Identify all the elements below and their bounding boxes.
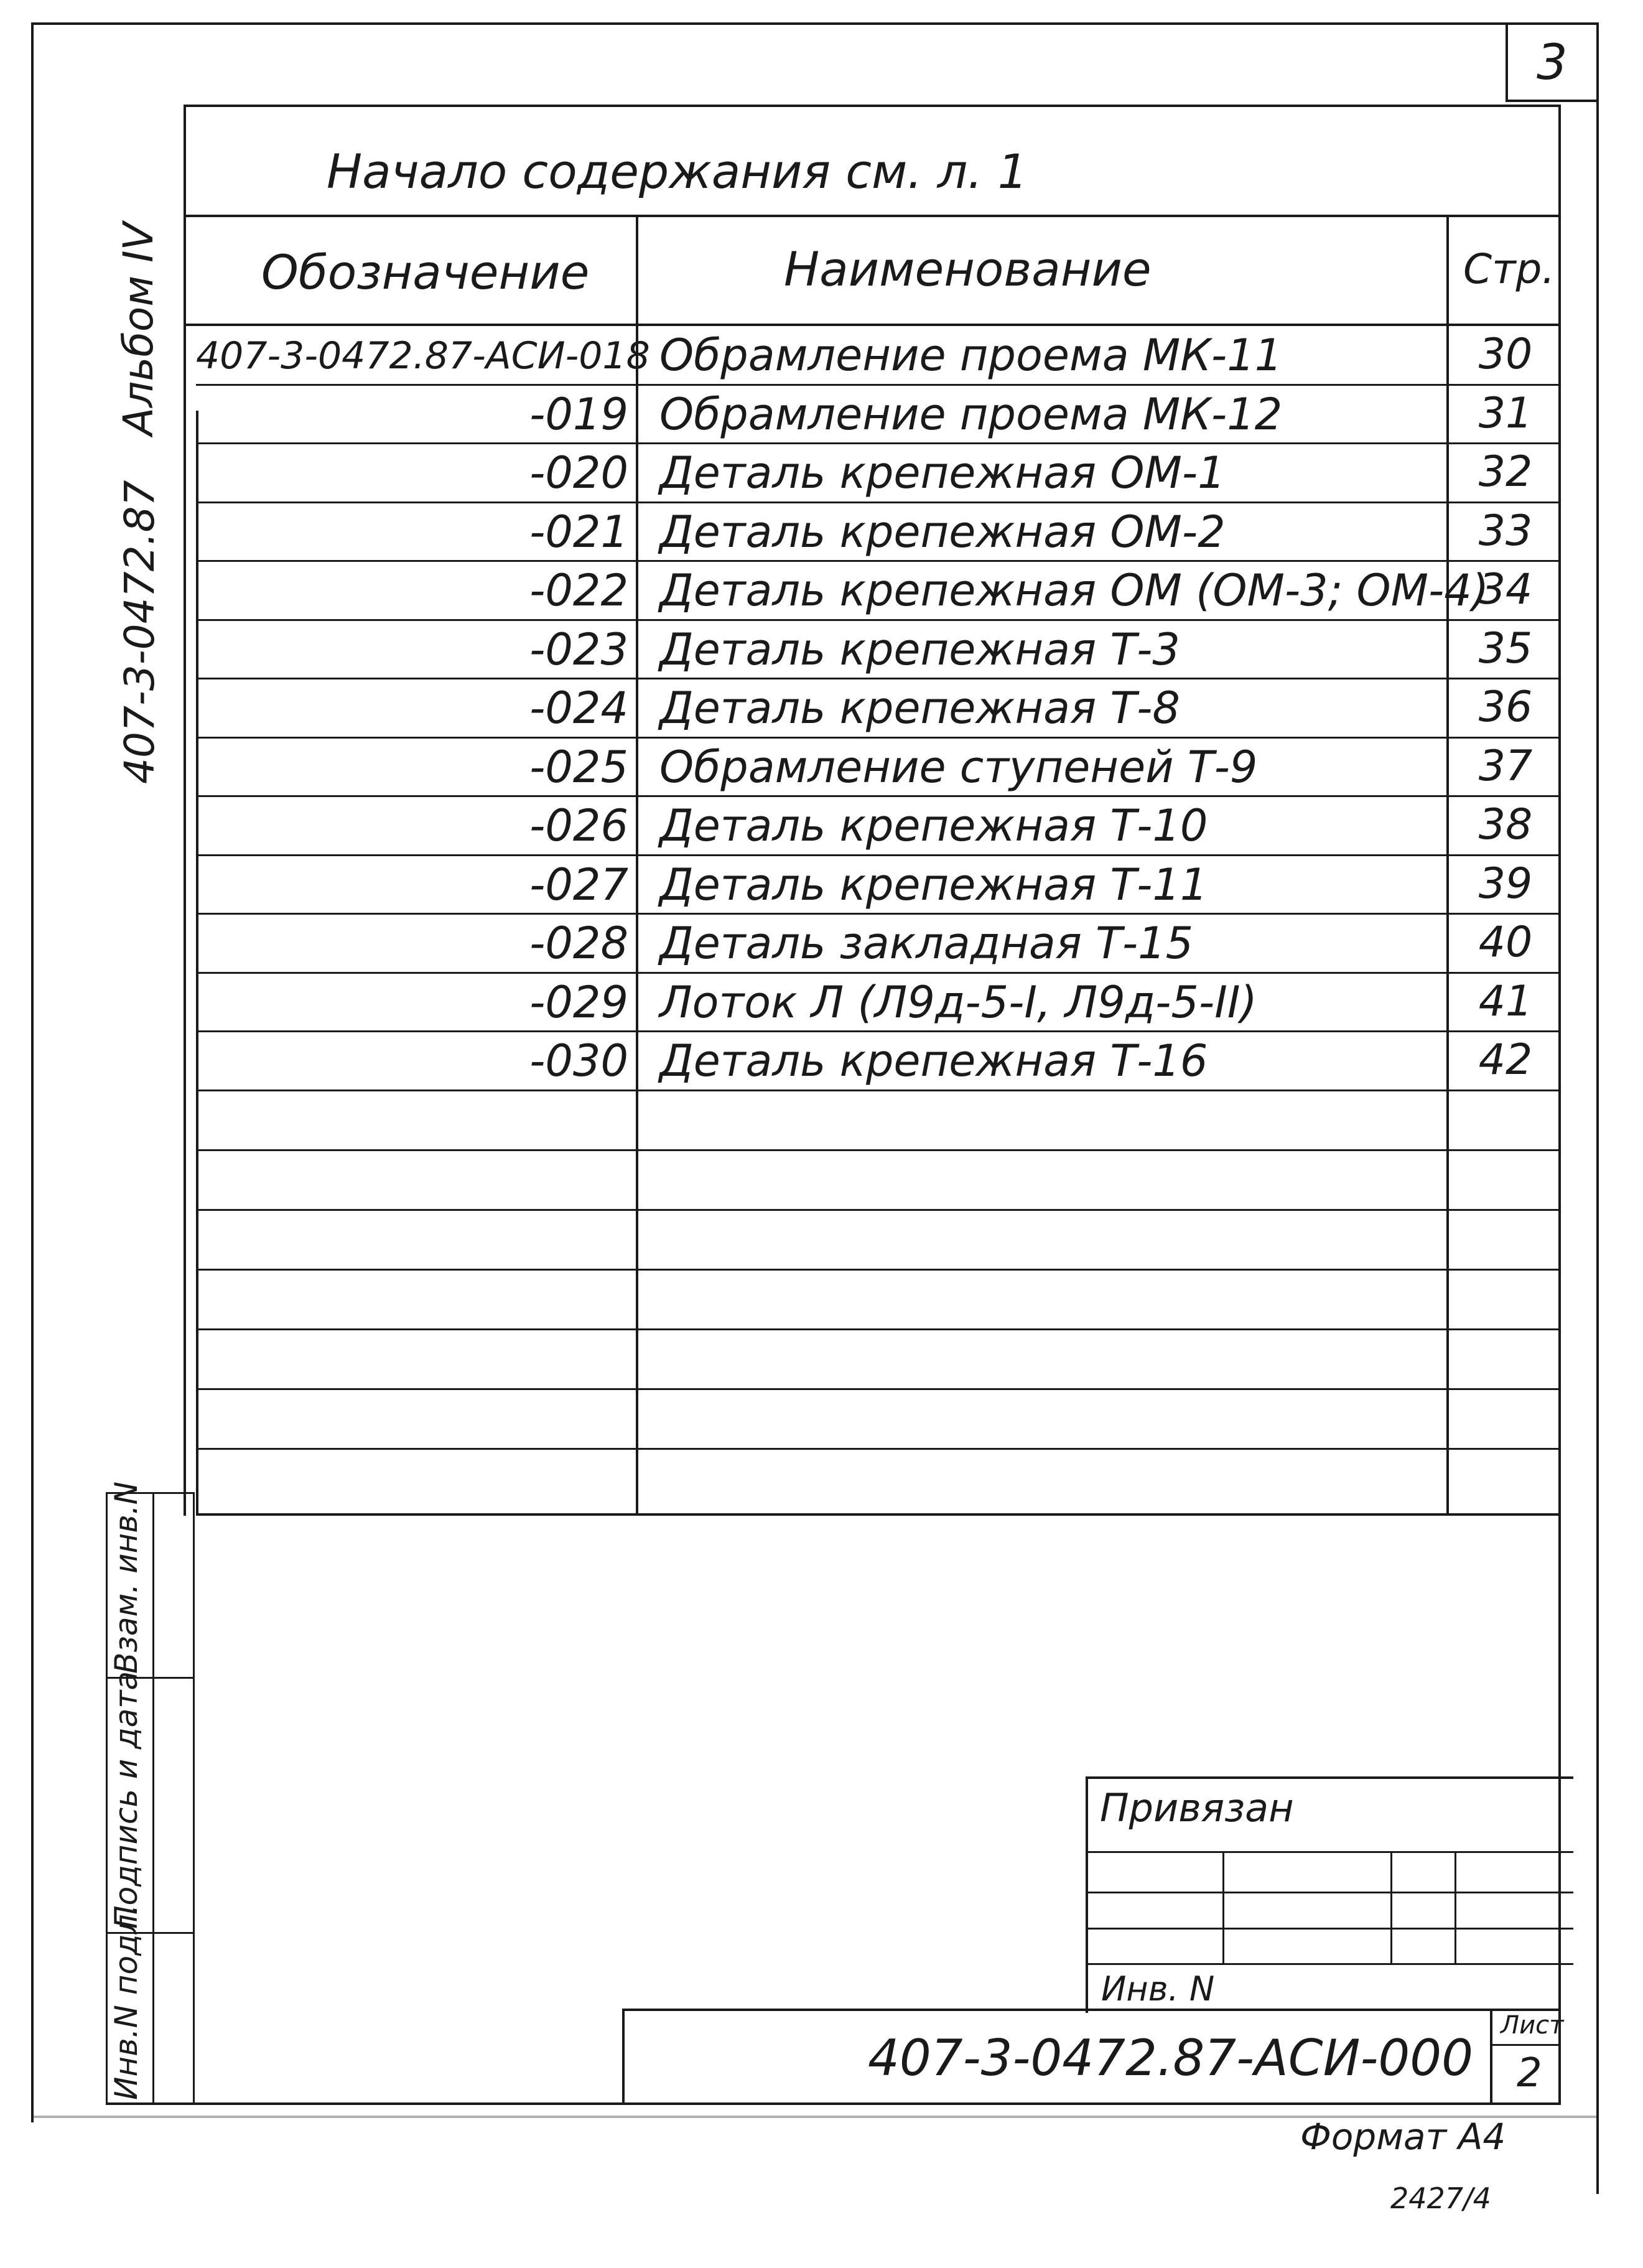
table-row-line xyxy=(196,678,1561,679)
table-row-line xyxy=(196,560,1561,562)
row-name: Деталь крепежная ОМ (ОМ-3; ОМ-4) xyxy=(659,565,1489,616)
row-designation: -023 xyxy=(529,623,628,675)
table-row-line xyxy=(196,1149,1561,1151)
table-row-line xyxy=(196,972,1561,974)
row-page: 42 xyxy=(1478,1035,1533,1085)
table-row-line xyxy=(196,737,1561,739)
table-bottom xyxy=(196,1513,1561,1516)
row-designation: -022 xyxy=(529,565,628,616)
frame-top xyxy=(31,22,1599,25)
continuation-note: Начало содержания см. л. 1 xyxy=(327,144,1028,199)
row-name: Деталь крепежная Т-3 xyxy=(659,623,1180,675)
row-page: 35 xyxy=(1478,623,1533,673)
table-row xyxy=(0,1030,1643,1090)
row-name: Обрамление ступеней Т-9 xyxy=(659,741,1258,793)
row-page: 34 xyxy=(1478,565,1533,614)
table-row-line xyxy=(196,384,1561,386)
stamp-col-mid xyxy=(152,1492,154,2105)
side-album-label: Альбом IV xyxy=(114,222,162,436)
header-designation: Обозначение xyxy=(261,245,590,300)
row-page: 37 xyxy=(1478,741,1533,791)
row-designation: -029 xyxy=(529,976,628,1028)
tb-grid-col-1 xyxy=(1222,1851,1224,1963)
tb-grid-row-1 xyxy=(1086,1851,1573,1853)
row-designation: -028 xyxy=(529,918,628,969)
row-designation: -021 xyxy=(529,506,628,558)
table-row xyxy=(0,737,1643,796)
tb-inv-n-label: Инв. N xyxy=(1101,1969,1215,2009)
table-row xyxy=(0,502,1643,561)
table-row xyxy=(0,972,1643,1031)
row-name: Деталь закладная Т-15 xyxy=(659,918,1194,969)
page-number-box-left xyxy=(1506,22,1508,102)
row-name: Обрамление проема МК-11 xyxy=(659,330,1283,381)
header-page: Стр. xyxy=(1463,245,1555,293)
row-name: Деталь крепежная Т-8 xyxy=(659,683,1180,734)
side-project-code: 407-3-0472.87 xyxy=(116,480,164,784)
table-row-line xyxy=(196,1448,1561,1450)
table-row xyxy=(0,619,1643,678)
table-row-line xyxy=(196,1328,1561,1330)
row-name: Деталь крепежная Т-11 xyxy=(659,859,1208,910)
table-row xyxy=(0,384,1643,443)
row-page: 41 xyxy=(1478,976,1533,1026)
format-label: Формат А4 xyxy=(1300,2116,1506,2158)
note-separator xyxy=(184,215,1561,217)
table-row-line xyxy=(196,442,1561,444)
tb-privyazan-label: Привязан xyxy=(1100,1785,1294,1831)
row-page: 38 xyxy=(1478,800,1533,849)
row-page: 40 xyxy=(1478,918,1533,967)
row-page: 30 xyxy=(1478,330,1533,379)
row-designation: -027 xyxy=(529,859,628,910)
tb-grid-col-3 xyxy=(1454,1851,1456,1963)
tb-main-top xyxy=(622,2009,1561,2011)
row-designation: -024 xyxy=(529,683,628,734)
table-row-line xyxy=(196,1388,1561,1390)
stamp-col-left xyxy=(106,1492,108,2105)
tb-sheet-divider-v xyxy=(1490,2009,1492,2105)
row-page: 32 xyxy=(1478,447,1533,497)
table-row-line xyxy=(196,1030,1561,1032)
row-name: Лоток Л (Л9д-5-I, Л9д-5-II) xyxy=(659,976,1257,1028)
tb-grid-col-2 xyxy=(1390,1851,1392,1963)
row-name: Деталь крепежная Т-10 xyxy=(659,800,1208,851)
tb-sheet-number: 2 xyxy=(1517,2050,1542,2096)
page-number-box-bottom xyxy=(1506,100,1599,102)
row-page: 31 xyxy=(1478,388,1533,438)
row-page: 39 xyxy=(1478,859,1533,908)
table-row-line xyxy=(196,854,1561,856)
table-row-line xyxy=(196,1209,1561,1211)
tb-sheet-label: Лист xyxy=(1501,2011,1564,2040)
tb-privyazan-top xyxy=(1086,1776,1573,1779)
inner-frame-top xyxy=(184,105,1561,107)
row-name: Деталь крепежная ОМ-2 xyxy=(659,506,1226,558)
stamp-inv-podl: Инв.N подл. xyxy=(108,1904,144,2100)
row-designation: -030 xyxy=(529,1035,628,1086)
inner-frame-bottom xyxy=(106,2102,1561,2105)
table-row xyxy=(0,678,1643,737)
archive-number: 2427/4 xyxy=(1390,2182,1491,2215)
row-name: Обрамление проема МК-12 xyxy=(659,388,1283,440)
stamp-vzam-inv: Взам. инв.N xyxy=(108,1482,144,1674)
table-row xyxy=(0,913,1643,972)
row-designation: 407-3-0472.87-АСИ-018 xyxy=(196,334,650,378)
row-designation: -025 xyxy=(529,741,628,793)
tb-grid-row-3 xyxy=(1086,1928,1573,1930)
stamp-col-right xyxy=(193,1492,195,2105)
tb-document-code: 407-3-0472.87-АСИ-000 xyxy=(868,2029,1474,2087)
tb-main-left xyxy=(622,2009,625,2105)
tb-privyazan-left xyxy=(1086,1776,1088,2013)
tb-sheet-divider-h xyxy=(1490,2044,1561,2046)
row-designation: -026 xyxy=(529,800,628,851)
header-name: Наименование xyxy=(784,241,1152,297)
table-row xyxy=(0,325,1643,384)
table-row-line xyxy=(196,1269,1561,1271)
table-row-line xyxy=(196,619,1561,621)
table-row xyxy=(0,560,1643,619)
stamp-signature-date: Подпись и дата xyxy=(108,1671,144,1929)
row-page: 36 xyxy=(1478,683,1533,732)
table-row xyxy=(0,854,1643,913)
table-row-line xyxy=(196,1090,1561,1091)
tb-grid-row-2 xyxy=(1086,1892,1573,1893)
row-designation: -020 xyxy=(529,447,628,498)
tb-grid-row-4 xyxy=(1086,1963,1573,1965)
row-name: Деталь крепежная Т-16 xyxy=(659,1035,1208,1086)
table-row xyxy=(0,795,1643,854)
row-designation: -019 xyxy=(529,388,628,440)
table-row-line xyxy=(196,913,1561,915)
table-row xyxy=(0,442,1643,502)
row-page: 33 xyxy=(1478,506,1533,556)
page-number: 3 xyxy=(1537,35,1568,91)
table-row-line xyxy=(196,502,1561,503)
row-name: Деталь крепежная ОМ-1 xyxy=(659,447,1226,498)
table-row-line xyxy=(196,795,1561,797)
